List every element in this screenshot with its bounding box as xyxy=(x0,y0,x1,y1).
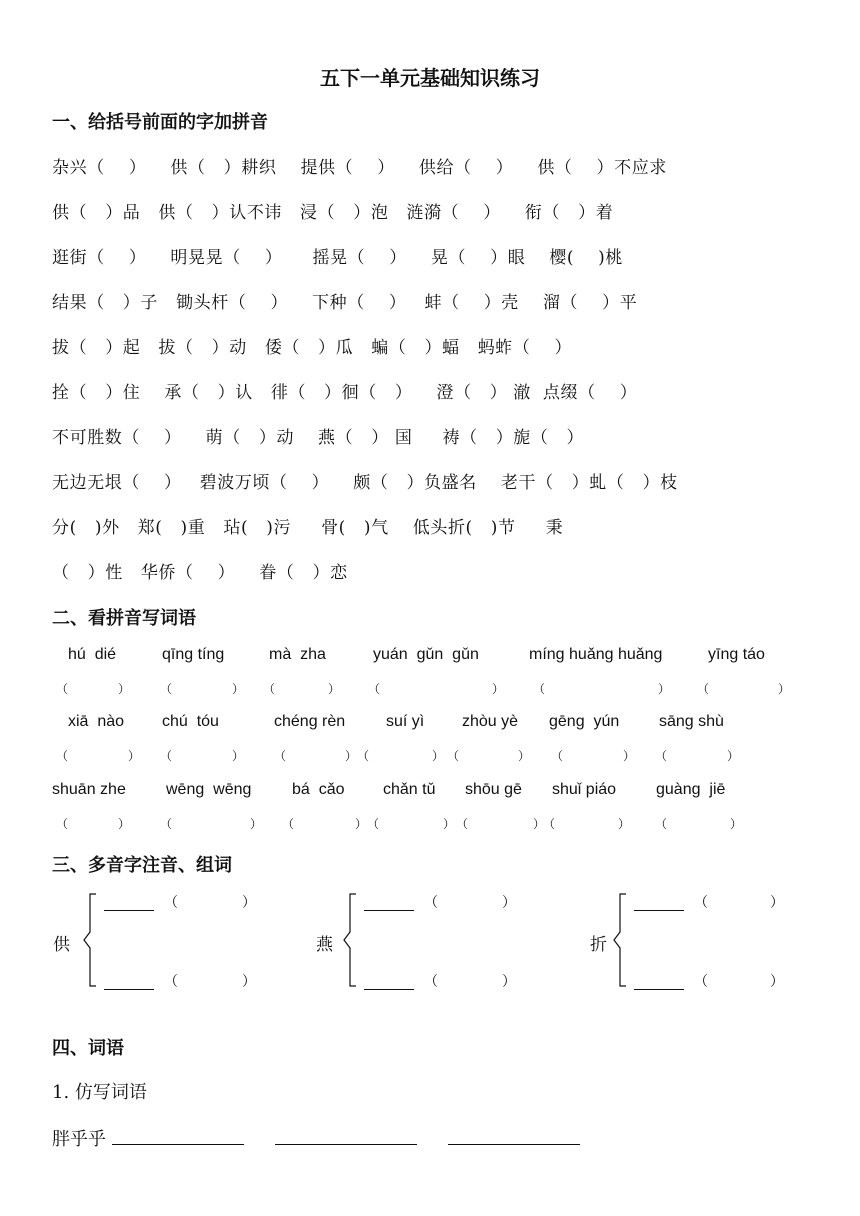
answer-paren-close: ） xyxy=(778,682,791,696)
answer-paren-open[interactable]: （ xyxy=(160,817,173,831)
pinyin-paren-close: ） xyxy=(770,973,784,989)
pinyin-word: guàng jiē xyxy=(656,781,726,798)
pinyin-word: wēng wēng xyxy=(166,781,252,798)
answer-paren-close: ） xyxy=(492,682,505,696)
pinyin-line-7: 不可胜数（ ） 萌（ ）动 燕（ ） 国 祷（ ）旎（ ） xyxy=(52,428,585,448)
pinyin-paren-close: ） xyxy=(770,894,784,910)
pinyin-word: suí yì xyxy=(386,713,425,730)
pinyin-word: xiā nào xyxy=(68,713,125,730)
pinyin-line-8: 无边无垠（ ） 碧波万顷（ ） 颇（ ）负盛名 老干（ ）虬（ ）枝 xyxy=(52,473,678,493)
word-blank[interactable] xyxy=(104,989,154,990)
answer-paren-close: ） xyxy=(623,749,636,763)
answer-paren-open[interactable]: （ xyxy=(697,682,710,696)
pinyin-word: chǎn tǔ xyxy=(383,781,436,798)
section1-heading: 一、给括号前面的字加拼音 xyxy=(52,112,268,133)
pinyin-line-1: 杂兴（ ） 供（ ）耕织 提供（ ） 供给（ ） 供（ ）不应求 xyxy=(52,158,667,178)
answer-paren-open[interactable]: （ xyxy=(543,817,556,831)
pinyin-word: sāng shù xyxy=(659,713,724,730)
pinyin-paren-open[interactable]: （ xyxy=(164,973,178,989)
answer-paren-open[interactable]: （ xyxy=(274,749,287,763)
pinyin-word: shuǐ piáo xyxy=(552,781,617,798)
pinyin-word: yīng táo xyxy=(708,646,765,663)
answer-paren-close: ） xyxy=(128,749,141,763)
pinyin-word: gēng yún xyxy=(549,713,620,730)
pinyin-word: chéng rèn xyxy=(274,713,346,730)
pinyin-line-2: 供（ ）品 供（ ）认不讳 浸（ ）泡 涟漪（ ） 衔（ ）着 xyxy=(52,203,614,223)
answer-paren-close: ） xyxy=(328,682,341,696)
answer-paren-close: ） xyxy=(345,749,358,763)
answer-line[interactable] xyxy=(112,1144,244,1145)
polyphone-char: 折 xyxy=(590,935,607,955)
pinyin-word: zhòu yè xyxy=(462,713,519,730)
pinyin-word: mà zha xyxy=(269,646,326,663)
pinyin-line-6: 拴（ ）住 承（ ）认 徘（ ）徊（ ） 澄（ ） 澈 点缀（ ） xyxy=(52,383,638,403)
pinyin-line-10: （ ）性 华侨（ ） 眷（ ）恋 xyxy=(52,563,348,583)
pinyin-word: qīng tíng xyxy=(162,646,225,663)
page-title: 五下一单元基础知识练习 xyxy=(320,66,540,90)
answer-paren-open[interactable]: （ xyxy=(551,749,564,763)
pinyin-word: chú tóu xyxy=(162,713,219,730)
answer-paren-close: ） xyxy=(618,817,631,831)
answer-paren-open[interactable]: （ xyxy=(456,817,469,831)
answer-paren-close: ） xyxy=(232,682,245,696)
word-blank[interactable] xyxy=(634,910,684,911)
answer-paren-open[interactable]: （ xyxy=(655,817,668,831)
answer-paren-open[interactable]: （ xyxy=(56,817,69,831)
subsection-title: 1. 仿写词语 xyxy=(52,1082,147,1103)
pinyin-word: shuān zhe xyxy=(52,781,126,798)
answer-paren-open[interactable]: （ xyxy=(56,749,69,763)
word-blank[interactable] xyxy=(364,910,414,911)
word-blank[interactable] xyxy=(104,910,154,911)
pinyin-paren-open[interactable]: （ xyxy=(424,973,438,989)
answer-paren-close: ） xyxy=(727,749,740,763)
pinyin-paren-open[interactable]: （ xyxy=(164,894,178,910)
answer-paren-open[interactable]: （ xyxy=(160,682,173,696)
section4-heading: 四、词语 xyxy=(52,1038,124,1059)
pinyin-line-9: 分( )外 郑( )重 玷( )污 骨( )气 低头折( )节 秉 xyxy=(52,518,564,538)
section2-heading: 二、看拼音写词语 xyxy=(52,608,196,629)
answer-paren-open[interactable]: （ xyxy=(655,749,668,763)
answer-paren-open[interactable]: （ xyxy=(263,682,276,696)
answer-paren-open[interactable]: （ xyxy=(160,749,173,763)
answer-paren-open[interactable]: （ xyxy=(282,817,295,831)
pinyin-word: bá cǎo xyxy=(292,781,345,798)
pinyin-paren-close: ） xyxy=(502,894,516,910)
section3-heading: 三、多音字注音、组词 xyxy=(52,855,232,876)
answer-paren-close: ） xyxy=(232,749,245,763)
pinyin-paren-close: ） xyxy=(502,973,516,989)
answer-line[interactable] xyxy=(448,1144,580,1145)
pinyin-paren-close: ） xyxy=(242,973,256,989)
answer-paren-close: ） xyxy=(730,817,743,831)
answer-paren-close: ） xyxy=(533,817,546,831)
answer-paren-open[interactable]: （ xyxy=(56,682,69,696)
pinyin-word: míng huǎng huǎng xyxy=(529,646,663,663)
pinyin-line-5: 拔（ ）起 拔（ ）动 倭（ ）瓜 蝙（ ）蝠 蚂蚱（ ） xyxy=(52,338,573,358)
pinyin-word: yuán gǔn gǔn xyxy=(373,646,479,663)
pinyin-word: shōu gē xyxy=(465,781,522,798)
word-blank[interactable] xyxy=(634,989,684,990)
pinyin-paren-open[interactable]: （ xyxy=(424,894,438,910)
answer-paren-close: ） xyxy=(518,749,531,763)
pinyin-word: hú dié xyxy=(68,646,117,663)
pinyin-paren-open[interactable]: （ xyxy=(694,894,708,910)
answer-paren-close: ） xyxy=(432,749,445,763)
polyphone-char: 供 xyxy=(53,935,70,955)
answer-paren-open[interactable]: （ xyxy=(367,817,380,831)
pinyin-paren-open[interactable]: （ xyxy=(694,973,708,989)
pinyin-line-3: 逛街（ ） 明晃晃（ ） 摇晃（ ） 晃（ ）眼 樱( )桃 xyxy=(52,248,624,268)
answer-paren-close: ） xyxy=(443,817,456,831)
answer-paren-close: ） xyxy=(250,817,263,831)
polyphone-char: 燕 xyxy=(316,935,333,955)
answer-paren-open[interactable]: （ xyxy=(533,682,546,696)
pinyin-paren-close: ） xyxy=(242,894,256,910)
answer-paren-open[interactable]: （ xyxy=(447,749,460,763)
word-blank[interactable] xyxy=(364,989,414,990)
answer-paren-close: ） xyxy=(118,682,131,696)
answer-paren-open[interactable]: （ xyxy=(368,682,381,696)
pinyin-line-4: 结果（ ）子 锄头杆（ ） 下种（ ） 蚌（ ）壳 溜（ ）平 xyxy=(52,293,638,313)
answer-paren-close: ） xyxy=(118,817,131,831)
answer-paren-open[interactable]: （ xyxy=(357,749,370,763)
answer-paren-close: ） xyxy=(658,682,671,696)
answer-line[interactable] xyxy=(275,1144,417,1145)
answer-paren-close: ） xyxy=(355,817,368,831)
example-word: 胖乎乎 xyxy=(52,1129,106,1150)
